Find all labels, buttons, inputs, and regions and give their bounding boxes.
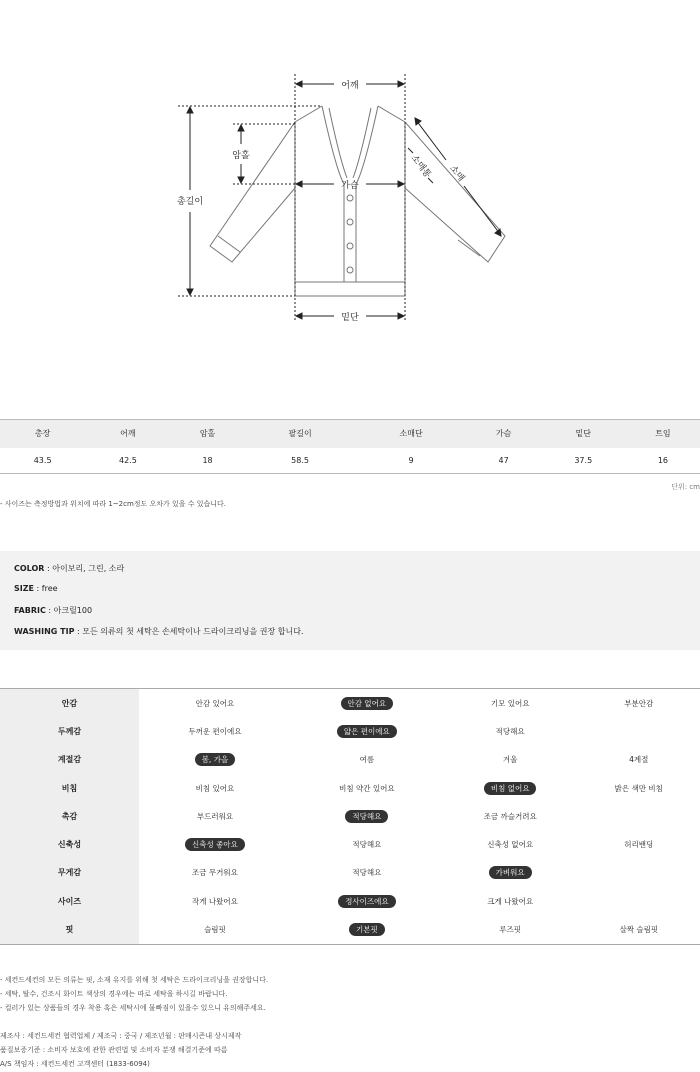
feel-option-cell <box>443 802 578 830</box>
feel-option-cell <box>139 774 291 802</box>
feel-option-cell <box>139 689 291 718</box>
feel-label: 핏 <box>0 915 139 944</box>
size-value: 42.5 <box>118 455 137 465</box>
label-total-length: 총길이 <box>176 197 204 207</box>
feel-option: 밝은 색만 비침 <box>614 783 663 793</box>
measurement-guides <box>178 74 501 322</box>
feel-option-cell <box>578 717 700 745</box>
feel-option-cell <box>139 859 291 887</box>
feel-option-selected: 적당해요 <box>345 810 388 823</box>
feel-option-cell <box>443 830 578 858</box>
feel-option: 두꺼운 편이에요 <box>188 726 242 736</box>
feel-option-selected: 가벼워요 <box>489 866 532 879</box>
feel-option: 부분안감 <box>624 698 654 708</box>
size-header: 어깨 <box>120 429 136 439</box>
feel-option: 4계절 <box>629 755 649 765</box>
size-table <box>0 419 700 474</box>
feel-option: 조금 까슬거려요 <box>483 811 537 821</box>
feel-option-cell <box>291 717 443 745</box>
spec-fabric: FABRIC : 아크릴100 <box>14 606 93 615</box>
feel-option: 부드러워요 <box>196 811 234 821</box>
feel-option-selected: 기본핏 <box>349 923 385 936</box>
feel-label: 비침 <box>0 774 139 802</box>
size-value: 43.5 <box>33 455 52 465</box>
footer-note: - 컬러가 있는 상품들의 경우 착용 혹은 세탁시에 물빠짐이 있을수 있으니 유의해주세요. <box>0 1004 266 1012</box>
feel-table <box>0 688 700 945</box>
label-hem: 밑단 <box>341 313 359 323</box>
feel-option-cell <box>443 689 578 718</box>
feel-option-cell <box>578 774 700 802</box>
feel-row <box>0 887 700 915</box>
feel-option: 비침 있어요 <box>195 783 235 793</box>
feel-label: 무게감 <box>0 859 139 887</box>
feel-label: 계절감 <box>0 746 139 774</box>
feel-option-cell <box>578 802 700 830</box>
feel-option-cell <box>578 859 700 887</box>
unit-label: 단위: cm <box>671 483 700 491</box>
feel-option-cell <box>443 774 578 802</box>
feel-label: 사이즈 <box>0 887 139 915</box>
size-value: 18 <box>202 455 213 465</box>
feel-option: 겨울 <box>502 755 518 765</box>
footer-note: - 세컨드세컨의 모든 의류는 핏, 소재 유지를 위해 첫 세탁은 드라이크리닝을 권장합니다. <box>0 976 269 984</box>
size-value: 47 <box>498 455 509 465</box>
feel-label: 두께감 <box>0 717 139 745</box>
feel-option-cell <box>578 689 700 718</box>
feel-row <box>0 746 700 774</box>
feel-option-cell <box>578 887 700 915</box>
feel-option-cell <box>578 746 700 774</box>
feel-option: 살짝 슬림핏 <box>619 925 659 935</box>
spec-color: COLOR : 아이보리, 그린, 소라 <box>14 564 125 573</box>
label-armhole: 암홀 <box>232 151 250 161</box>
size-header: 소매단 <box>399 429 423 439</box>
feel-label: 안감 <box>0 689 139 718</box>
feel-row <box>0 689 700 718</box>
feel-option: 적당해요 <box>495 726 525 736</box>
footer-info: 품질보증기준 : 소비자 보호에 관한 관련법 및 소비자 분쟁 해결기준에 따름 <box>0 1046 228 1054</box>
feel-row <box>0 830 700 858</box>
feel-option: 크게 나왔어요 <box>487 896 534 906</box>
feel-option-cell <box>443 717 578 745</box>
feel-row <box>0 802 700 830</box>
size-table-value-row <box>0 448 700 474</box>
label-chest: 가슴 <box>341 181 359 191</box>
label-cuff: 소매통 <box>408 153 433 181</box>
feel-option-selected: 비침 없어요 <box>484 782 537 795</box>
size-header: 밑단 <box>575 429 591 439</box>
cardigan-illustration <box>210 106 505 296</box>
feel-option-cell <box>139 802 291 830</box>
size-value: 37.5 <box>574 455 593 465</box>
feel-option-cell <box>291 746 443 774</box>
size-header: 암홀 <box>199 429 216 439</box>
feel-option-cell <box>443 915 578 944</box>
footer-info: 제조사 : 세컨드세컨 협력업체 / 제조국 : 중국 / 제조년월 : 판매시즌내 상시제작 <box>0 1032 242 1040</box>
feel-option-selected: 봄, 가을 <box>195 753 236 766</box>
feel-option-cell <box>291 887 443 915</box>
feel-option-cell <box>139 915 291 944</box>
feel-option-cell <box>139 746 291 774</box>
size-diagram <box>0 0 700 390</box>
feel-option-selected: 신축성 좋아요 <box>185 838 245 851</box>
feel-option: 기모 있어요 <box>490 698 530 708</box>
feel-option-cell <box>291 774 443 802</box>
feel-option-cell <box>139 887 291 915</box>
feel-option: 비침 약간 있어요 <box>339 783 395 793</box>
size-value: 16 <box>657 455 669 465</box>
size-header: 가슴 <box>495 429 512 439</box>
feel-option-cell <box>443 887 578 915</box>
size-value: 9 <box>408 455 414 465</box>
size-header: 총장 <box>34 429 51 439</box>
feel-option-selected: 안감 없어요 <box>341 697 394 710</box>
feel-option: 여름 <box>359 755 375 765</box>
feel-option: 작게 나왔어요 <box>192 896 238 906</box>
feel-option-cell <box>291 689 443 718</box>
spec-box <box>0 551 700 650</box>
feel-option: 조금 무거워요 <box>192 868 238 878</box>
feel-option: 루즈핏 <box>499 925 522 935</box>
feel-option-selected: 정사이즈에요 <box>338 895 395 908</box>
feel-option-cell <box>291 830 443 858</box>
feel-option-cell <box>139 830 291 858</box>
label-shoulder: 어깨 <box>341 81 359 91</box>
feel-row <box>0 774 700 802</box>
spec-washing-tip: WASHING TIP : 모든 의류의 첫 세탁은 손세탁이나 드라이크리닝을 권장 합니다. <box>14 627 304 636</box>
feel-option-cell <box>291 859 443 887</box>
feel-option-cell <box>578 915 700 944</box>
feel-option: 신축성 없어요 <box>487 840 534 850</box>
size-header: 팔길이 <box>288 429 312 439</box>
feel-row <box>0 915 700 944</box>
size-note: - 사이즈는 측정방법과 위치에 따라 1~2cm정도 오차가 있을 수 있습니다. <box>0 500 227 508</box>
feel-option-cell <box>291 915 443 944</box>
feel-option-cell <box>139 717 291 745</box>
feel-row <box>0 859 700 887</box>
feel-label: 촉감 <box>0 802 139 830</box>
size-header: 트임 <box>655 429 671 439</box>
feel-option: 슬림핏 <box>204 925 226 935</box>
feel-option-selected: 얇은 편이에요 <box>337 725 397 738</box>
feel-option: 안감 있어요 <box>195 698 235 708</box>
feel-option-cell <box>578 830 700 858</box>
footer-note: - 세탁, 탈수, 건조시 화이트 색상의 경우에는 따로 세탁을 하시길 바랍니다. <box>0 990 228 998</box>
size-value: 58.5 <box>291 455 309 465</box>
size-table-header-row <box>0 420 700 448</box>
feel-option: 적당해요 <box>352 868 382 878</box>
feel-option-cell <box>291 802 443 830</box>
feel-label: 신축성 <box>0 830 139 858</box>
feel-option-cell <box>443 859 578 887</box>
feel-option: 허리밴딩 <box>624 840 654 850</box>
feel-option-cell <box>443 746 578 774</box>
feel-option: 적당해요 <box>352 840 382 850</box>
feel-row <box>0 717 700 745</box>
footer-info: A/S 책임자 : 세컨드세컨 고객센터 (1833-6094) <box>0 1060 150 1068</box>
spec-size: SIZE : free <box>14 584 58 593</box>
label-sleeve: 소매 <box>447 163 466 184</box>
